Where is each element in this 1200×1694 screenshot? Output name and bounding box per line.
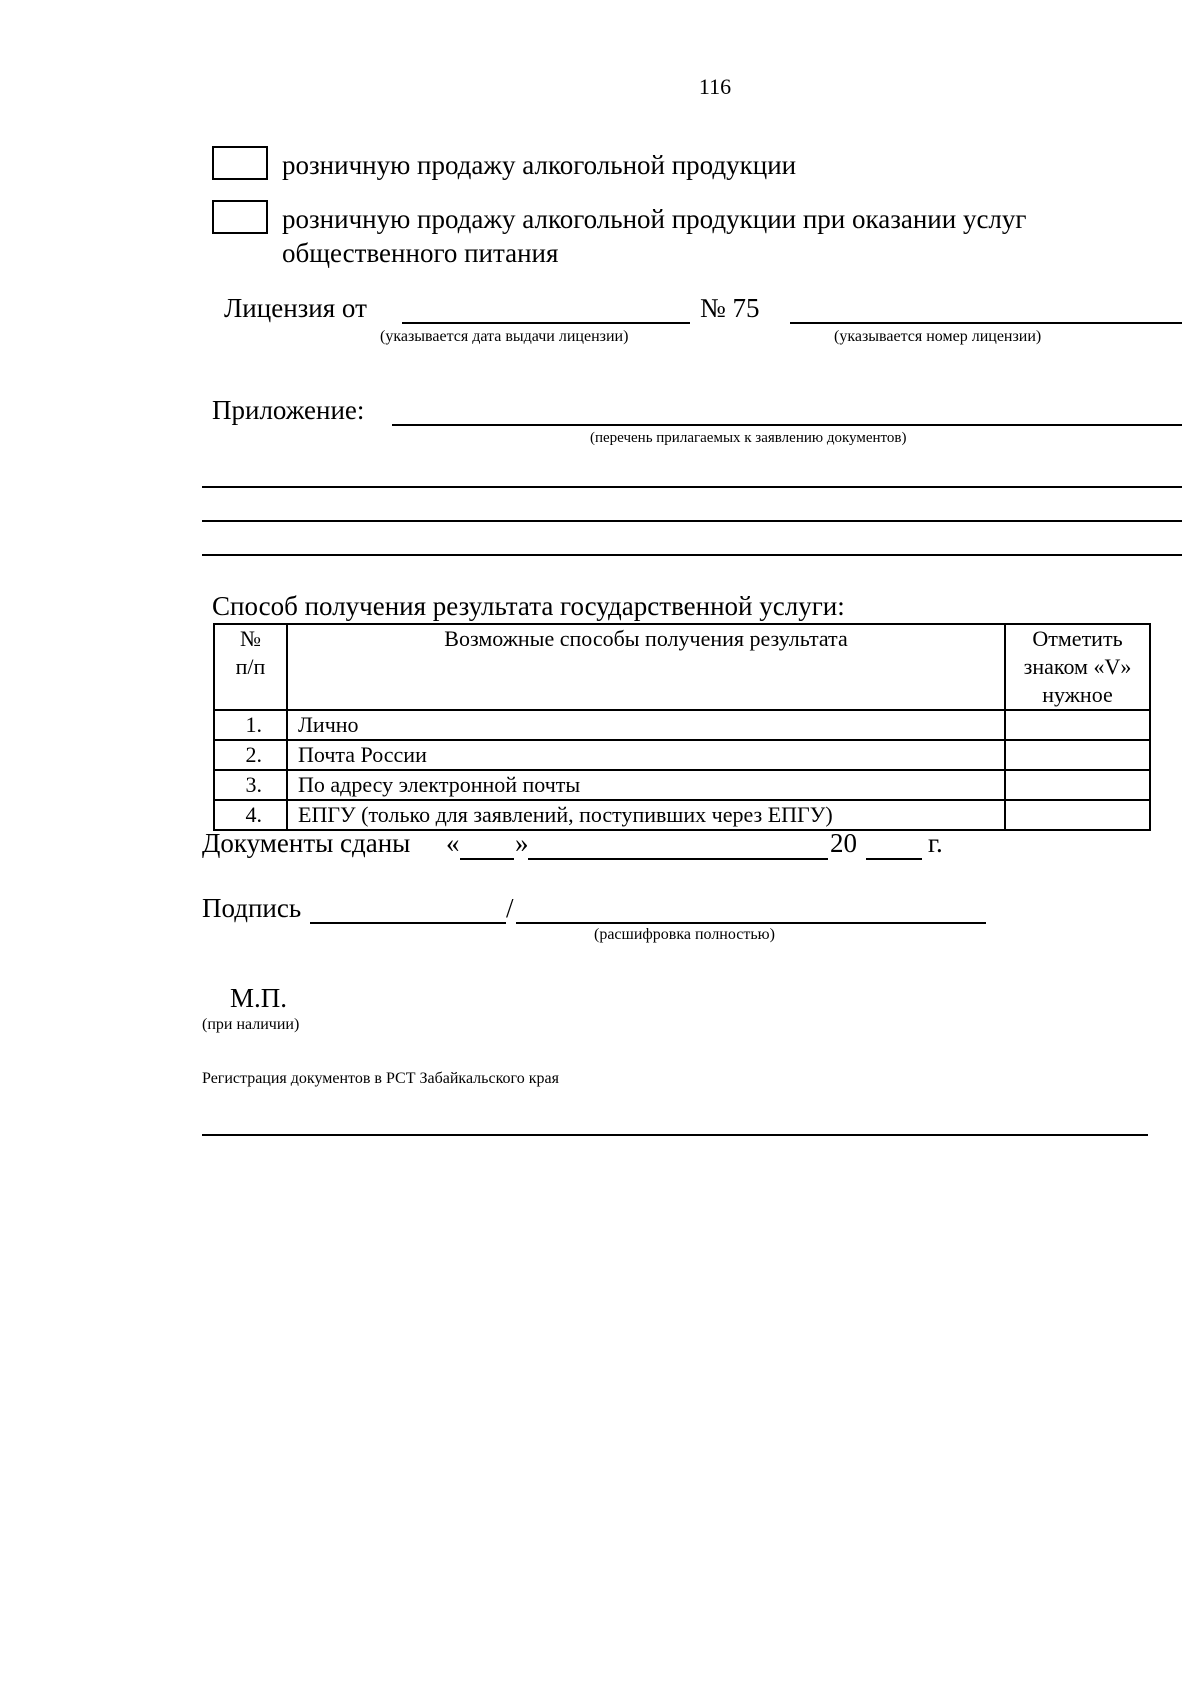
signature-label: Подпись [202,893,302,923]
license-date-field[interactable] [402,322,690,324]
header-num [214,624,287,710]
header-mark-line3: нужное [1042,682,1113,707]
signature-decryption-field[interactable] [516,922,986,924]
signature-separator: / [506,893,514,923]
month-field[interactable] [528,858,828,860]
signature-field[interactable] [310,922,506,924]
result-method-table [213,623,1151,831]
row-mark-cell[interactable] [1005,710,1150,740]
result-method-title: Способ получения результата государственной услуги: [212,591,845,621]
row-name: Почта России [287,740,1005,770]
attachment-line-3[interactable] [202,520,1182,522]
row-name: Лично [287,710,1005,740]
stamp-hint: (при наличии) [202,1016,300,1033]
row-num: 2. [214,740,287,770]
header-num-line1: № [240,626,261,651]
signature-hint: (расшифровка полностью) [594,926,775,943]
row-mark-cell[interactable] [1005,800,1150,830]
row-name: ЕПГУ (только для заявлений, поступивших через ЕПГУ) [287,800,1005,830]
checkbox-retail-alcohol-catering-label-line1: розничную продажу алкогольной продукции при оказании услуг [282,204,1027,234]
attachment-label: Приложение: [212,395,365,425]
row-num: 1. [214,710,287,740]
license-date-hint: (указывается дата выдачи лицензии) [380,328,629,345]
header-mark [1005,624,1150,710]
year-prefix: 20 [830,828,857,858]
table-header-row [214,624,1150,710]
checkbox-retail-alcohol-catering-label-line2: общественного питания [282,238,559,268]
attachment-line-4[interactable] [202,554,1182,556]
row-num: 4. [214,800,287,830]
registration-label: Регистрация документов в РСТ Забайкальского края [202,1070,559,1087]
header-mark-line1: Отметить [1032,626,1123,651]
license-number-label: № 75 [700,293,760,323]
table-row [214,740,1150,770]
header-name: Возможные способы получения результата [287,624,1005,710]
license-number-field[interactable] [790,322,1182,324]
date-open-quote: « [446,828,460,858]
checkbox-retail-alcohol-catering[interactable] [212,200,268,234]
table-row [214,800,1150,830]
year-field[interactable] [866,858,922,860]
row-name: По адресу электронной почты [287,770,1005,800]
date-close-quote: » [515,828,529,858]
checkbox-retail-alcohol-label: розничную продажу алкогольной продукции [282,150,797,180]
header-mark-line2: знаком «V» [1023,654,1132,679]
header-num-line2: п/п [235,654,266,679]
license-number-hint: (указывается номер лицензии) [834,328,1042,345]
day-field[interactable] [460,858,514,860]
page-number: 116 [698,74,732,99]
row-mark-cell[interactable] [1005,770,1150,800]
attachment-field[interactable] [392,424,1182,426]
row-num: 3. [214,770,287,800]
table-row [214,710,1150,740]
row-mark-cell[interactable] [1005,740,1150,770]
checkbox-retail-alcohol[interactable] [212,146,268,180]
table-row [214,770,1150,800]
documents-submitted-label: Документы сданы [202,828,411,858]
attachment-line-2[interactable] [202,486,1182,488]
stamp-label: М.П. [230,983,288,1013]
license-label: Лицензия от [224,293,367,323]
year-suffix: г. [928,828,943,858]
attachment-hint: (перечень прилагаемых к заявлению документов) [590,430,907,446]
registration-field[interactable] [202,1134,1148,1136]
